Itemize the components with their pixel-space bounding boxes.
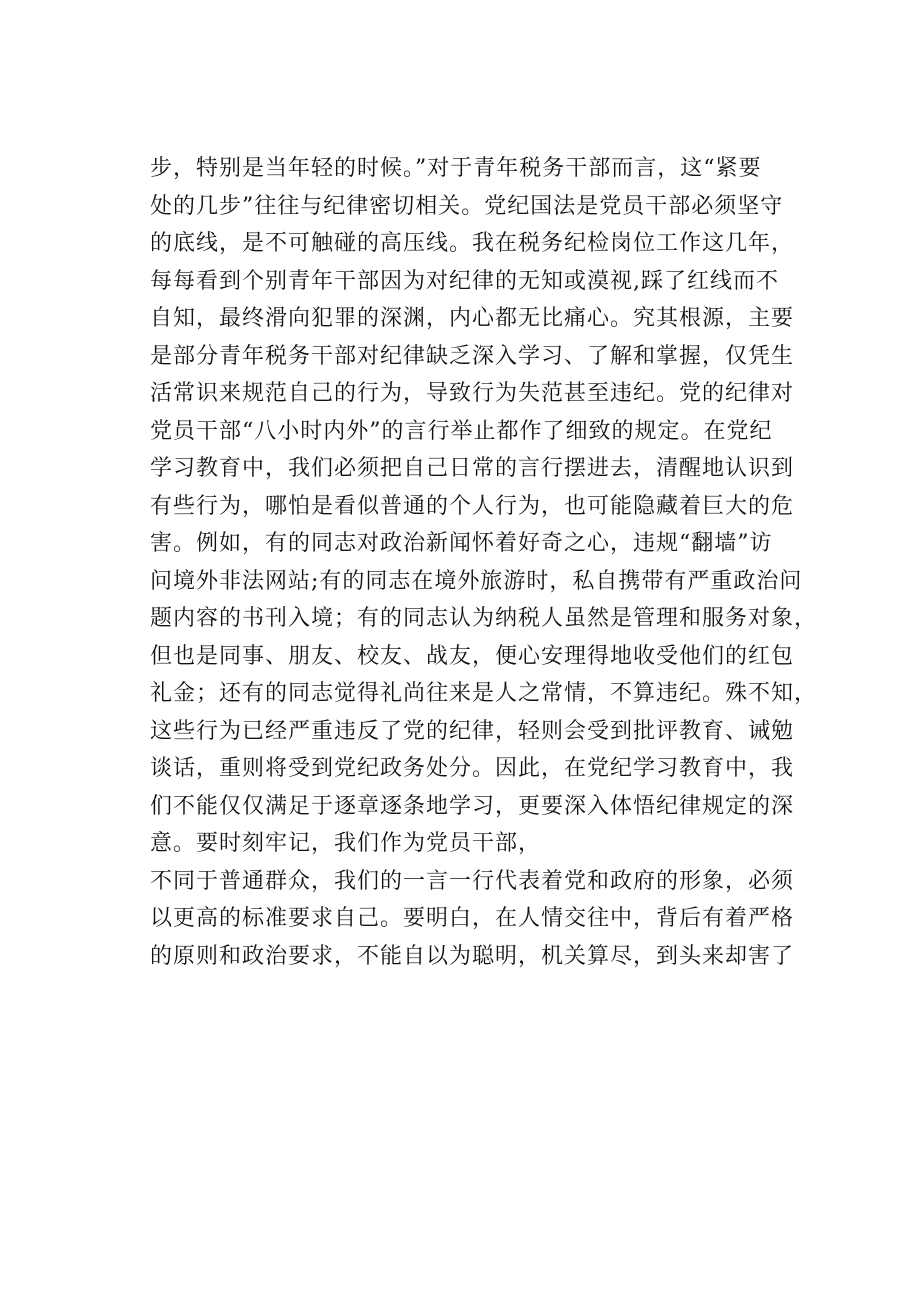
text-line: 这些行为已经严重违反了党的纪律，轻则会受到批评教育、诫勉 (150, 718, 795, 744)
text-line: 谈话，重则将受到党纪政务处分。因此，在党纪学习教育中，我 (150, 756, 795, 781)
text-line: 的底线，是不可触碰的高压线。我在税务纪检岗位工作这几年， (150, 231, 795, 256)
text-line: 是部分青年税务干部对纪律缺乏深入学习、了解和掌握，仅凭生 (150, 343, 795, 369)
text-line: 问境外非法网站;有的同志在境外旅游时，私自携带有严重政治问 (150, 568, 803, 594)
text-line: 不同于普通群众，我们的一言一行代表着党和政府的形象，必须 (150, 868, 795, 894)
text-line: 自知，最终滑向犯罪的深渊，内心都无比痛心。究其根源，主要 (150, 306, 795, 331)
text-line: 题内容的书刊入境；有的同志认为纳税人虽然是管理和服务对象， (150, 606, 818, 631)
text-line: 有些行为，哪怕是看似普通的个人行为，也可能隐藏着巨大的危 (150, 493, 795, 519)
body-paragraph (150, 150, 818, 975)
text-line: 害。例如，有的同志对政治新闻怀着好奇之心，违规“翻墙”访 (150, 531, 773, 556)
text-line: 每每看到个别青年干部因为对纪律的无知或漠视,踩了红线而不 (150, 268, 779, 294)
text-line: 意。要时刻牢记，我们作为党员干部， (150, 831, 542, 856)
text-line: 党员干部“八小时内外”的言行举止都作了细致的规定。在党纪 (150, 418, 773, 444)
text-line: 们不能仅仅满足于逐章逐条地学习，更要深入体悟纪律规定的深 (150, 793, 795, 819)
text-line: 以更高的标准要求自己。要明白，在人情交往中，背后有着严格 (150, 906, 795, 931)
text-line: 活常识来规范自己的行为，导致行为失范甚至违纪。党的纪律对 (150, 381, 795, 406)
text-line: 但也是同事、朋友、校友、战友，便心安理得地收受他们的红包 (150, 643, 795, 669)
text-line: 的原则和政治要求，不能自以为聪明，机关算尽，到头来却害了 (150, 943, 795, 969)
text-line: 学习教育中，我们必须把自己日常的言行摆进去，清醒地认识到 (150, 456, 795, 481)
text-line: 步，特别是当年轻的时候。”对于青年税务干部而言，这“紧要 (150, 156, 762, 181)
text-line: 处的几步”往往与纪律密切相关。党纪国法是党员干部必须坚守 (150, 193, 784, 219)
text-line: 礼金；还有的同志觉得礼尚往来是人之常情，不算违纪。殊不知， (150, 681, 818, 706)
